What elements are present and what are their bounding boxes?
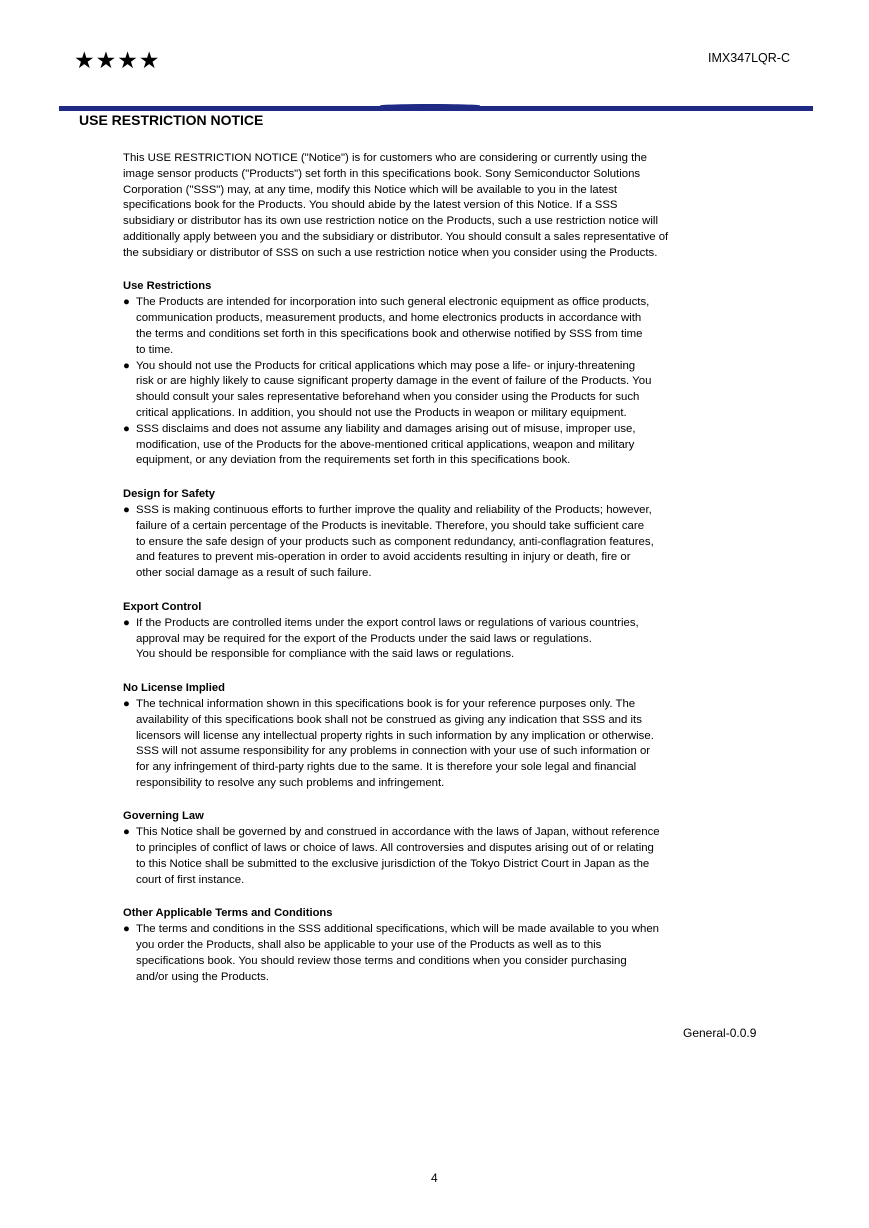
- intro-line: the subsidiary or distributor of SSS on such a use restriction notice when you consider using the Products.: [123, 246, 658, 259]
- section-no-license-implied: [123, 679, 713, 792]
- bullet-line: The Products are intended for incorporation into such general electronic equipment as office products,: [136, 296, 650, 309]
- page-number: 4: [431, 1171, 438, 1185]
- bullet-icon: ●: [123, 422, 130, 435]
- bullet-item: [123, 922, 713, 985]
- document-id: IMX347LQR-C: [708, 51, 790, 65]
- section-heading: No License Implied: [123, 681, 225, 694]
- bullet-line: risk or are highly likely to cause significant property damage in the event of failure of the Products. You: [136, 375, 652, 388]
- bullet-line: You should not use the Products for critical applications which may pose a life- or injury-threatening: [136, 359, 636, 372]
- bullet-icon: ●: [123, 359, 130, 372]
- bullet-line: The technical information shown in this specifications book is for your reference purposes only. The: [136, 697, 636, 710]
- bullet-item: [123, 359, 713, 422]
- bullet-item: [123, 422, 713, 469]
- bullet-line: to principles of conflict of laws or choice of laws. All controversies and disputes arising out of or relating: [136, 842, 654, 855]
- bullet-line: You should be responsible for compliance with the said laws or regulations.: [136, 648, 515, 661]
- section-governing-law: [123, 807, 713, 888]
- bullet-icon: ●: [123, 296, 130, 309]
- bullet-line: and features to prevent mis-operation in order to avoid accidents resulting in injury or death, fire or: [136, 551, 631, 564]
- section-use-restrictions: [123, 277, 713, 469]
- bullet-line: critical applications. In addition, you should not use the Products in weapon or military equipment.: [136, 406, 627, 419]
- bullet-line: equipment, or any deviation from the requirements set forth in this specifications book.: [136, 454, 571, 467]
- section-export-control: [123, 598, 713, 663]
- section-heading: Governing Law: [123, 810, 204, 823]
- bullet-line: for any infringement of third-party rights due to the same. It is therefore your sole legal and financial: [136, 761, 637, 774]
- bullet-line: court of first instance.: [136, 873, 245, 886]
- intro-line: This USE RESTRICTION NOTICE ("Notice") is for customers who are considering or currently using the: [123, 152, 647, 164]
- bullet-line: This Notice shall be governed by and construed in accordance with the laws of Japan, without reference: [136, 826, 660, 839]
- bullet-icon: ●: [123, 697, 130, 710]
- intro-line: additionally apply between you and the subsidiary or distributor. You should consult a sales representative of: [123, 230, 669, 243]
- bullet-line: modification, use of the Products for the above-mentioned critical applications, weapon and military: [136, 438, 635, 451]
- document-version: General-0.0.9: [683, 1026, 757, 1040]
- star-rating-icon: ★★★★: [74, 47, 161, 73]
- bullet-line: the terms and conditions set forth in this specifications book and otherwise notified by SSS from time: [136, 327, 643, 340]
- intro-line: subsidiary or distributor has its own use restriction notice on the Products, such a use restriction notice will: [123, 215, 658, 228]
- section-heading: Export Control: [123, 600, 202, 613]
- bullet-line: SSS will not assume responsibility for any problems in connection with your use of such information or: [136, 745, 651, 758]
- bullet-icon: ●: [123, 616, 130, 629]
- bullet-icon: ●: [123, 826, 130, 839]
- bullet-item: [123, 295, 713, 358]
- bullet-line: responsibility to resolve any such problems and infringement.: [136, 776, 445, 789]
- intro-paragraph: [123, 151, 713, 262]
- intro-line: Corporation ("SSS") may, at any time, modify this Notice which will be available to you in the latest: [123, 183, 618, 196]
- bullet-icon: ●: [123, 503, 130, 516]
- header-rule: [59, 106, 813, 111]
- section-heading: Design for Safety: [123, 487, 216, 500]
- bullet-item: [123, 503, 713, 582]
- bullet-line: failure of a certain percentage of the Products is inevitable. Therefore, you should take sufficient care: [136, 519, 645, 532]
- bullet-line: you order the Products, shall also be applicable to your use of the Products as well as to this: [136, 939, 602, 952]
- bullet-item: [123, 825, 713, 888]
- bullet-line: to time.: [136, 343, 174, 356]
- bullet-line: other social damage as a result of such failure.: [136, 567, 372, 580]
- bullet-line: If the Products are controlled items under the export control laws or regulations of various countries,: [136, 616, 639, 629]
- bullet-line: availability of this specifications book shall not be construed as giving any indication that SSS and its: [136, 713, 642, 726]
- bullet-line: licensors will license any intellectual property rights in such information by any implication or otherwise.: [136, 729, 654, 742]
- bullet-line: SSS is making continuous efforts to further improve the quality and reliability of the Products; however,: [136, 503, 652, 516]
- bullet-line: and/or using the Products.: [136, 970, 269, 983]
- intro-line: image sensor products ("Products") set forth in this specifications book. Sony Semiconductor Solutions: [123, 167, 641, 180]
- bullet-item: [123, 697, 713, 792]
- bullet-line: should consult your sales representative beforehand when you consider using the Products for such: [136, 391, 640, 404]
- section-other-terms: [123, 904, 713, 985]
- section-heading: Other Applicable Terms and Conditions: [123, 907, 333, 920]
- section-heading: Use Restrictions: [123, 280, 212, 293]
- bullet-icon: ●: [123, 923, 130, 936]
- bullet-item: [123, 616, 713, 663]
- page-title: USE RESTRICTION NOTICE: [79, 112, 264, 128]
- bullet-line: communication products, measurement products, and home electronics products in accordance with: [136, 312, 642, 325]
- section-design-for-safety: [123, 485, 713, 582]
- intro-line: specifications book for the Products. You should abide by the latest version of this Notice. If a SSS: [123, 199, 618, 212]
- notice-body: [123, 151, 713, 986]
- bullet-line: to ensure the safe design of your products such as component redundancy, anti-conflagration features,: [136, 535, 654, 548]
- bullet-line: approval may be required for the export of the Products under the said laws or regulations.: [136, 632, 592, 645]
- bullet-line: SSS disclaims and does not assume any liability and damages arising out of misuse, improper use,: [136, 422, 636, 435]
- bullet-line: specifications book. You should review those terms and conditions when you consider purchasing: [136, 955, 627, 968]
- bullet-line: to this Notice shall be submitted to the exclusive jurisdiction of the Tokyo District Court in Japan as the: [136, 858, 650, 871]
- bullet-line: The terms and conditions in the SSS additional specifications, which will be made available to you when: [136, 923, 659, 936]
